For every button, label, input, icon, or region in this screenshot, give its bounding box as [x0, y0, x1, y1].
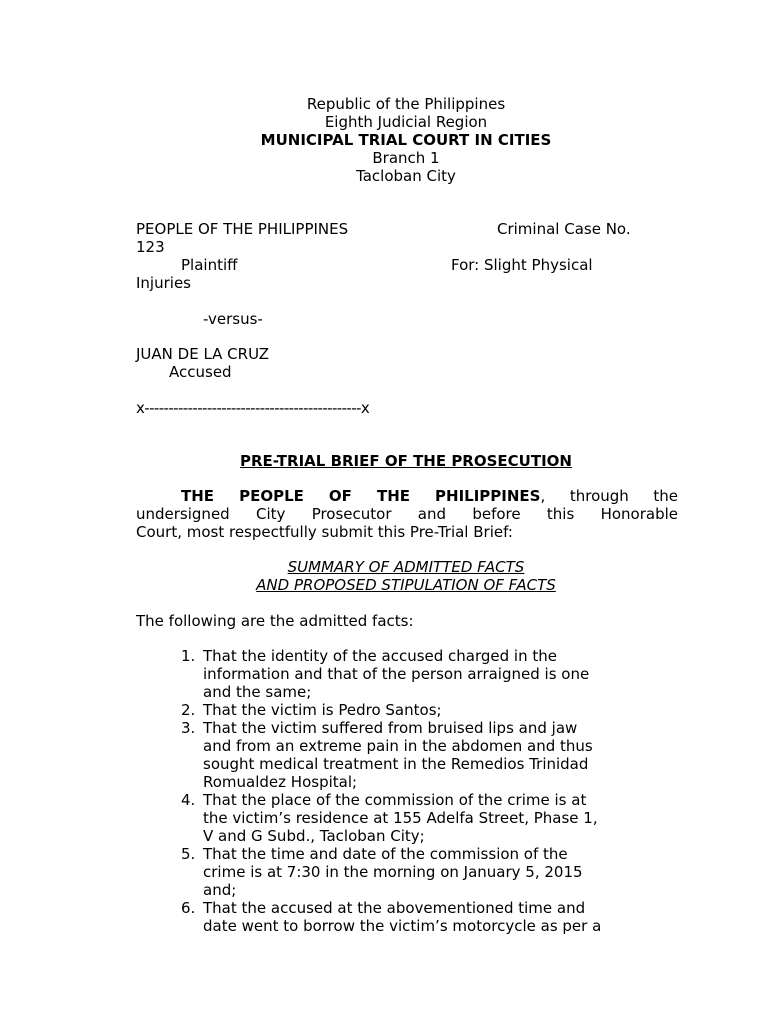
list-item [0, 899, 601, 935]
caption-case-no-value: 123 [136, 238, 165, 256]
list-item-line: crime is at 7:30 in the morning on January 5, 2015 [203, 863, 583, 881]
list-item-line: and the same; [203, 683, 312, 701]
caption-offense-cont: Injuries [136, 274, 191, 292]
facts-intro: The following are the admitted facts: [136, 612, 414, 630]
intro-line-2: undersigned City Prosecutor and before this Honorable [136, 505, 678, 523]
list-item [0, 791, 601, 845]
header-city: Tacloban City [356, 167, 456, 185]
list-item-number: 6. [181, 899, 196, 917]
document-title: PRE-TRIAL BRIEF OF THE PROSECUTION [240, 452, 572, 470]
list-item [0, 647, 601, 701]
admitted-facts-list [0, 647, 601, 935]
list-item [0, 845, 601, 899]
list-item-number: 5. [181, 845, 196, 863]
intro-line-1 [136, 487, 678, 505]
list-item-line: sought medical treatment in the Remedios Trinidad [203, 755, 589, 773]
caption-versus: -versus- [203, 310, 263, 328]
section-heading-line-1: SUMMARY OF ADMITTED FACTS [287, 558, 525, 576]
list-item-line: That the victim is Pedro Santos; [203, 701, 442, 719]
header-region: Eighth Judicial Region [324, 113, 488, 131]
caption-separator: x---------------------------------------------x [136, 399, 370, 417]
header-court: MUNICIPAL TRIAL COURT IN CITIES [260, 131, 552, 149]
intro-bold-party: THE PEOPLE OF THE PHILIPPINES [181, 487, 541, 505]
list-item-number: 3. [181, 719, 196, 737]
intro-line-3: Court, most respectfully submit this Pre-Trial Brief: [136, 523, 513, 541]
list-item-line: and; [203, 881, 237, 899]
caption-offense-label: For: Slight Physical [451, 256, 593, 274]
list-item [0, 719, 601, 791]
header-republic: Republic of the Philippines [306, 95, 506, 113]
caption-plaintiff-name: PEOPLE OF THE PHILIPPINES [136, 220, 349, 238]
caption-case-no-label: Criminal Case No. [497, 220, 631, 238]
list-item-line: That the place of the commission of the crime is at [203, 791, 587, 809]
intro-paragraph [136, 487, 678, 541]
list-item-line: the victim’s residence at 155 Adelfa Street, Phase 1, [203, 809, 598, 827]
caption-accused-name: JUAN DE LA CRUZ [136, 345, 270, 363]
list-item-number: 2. [181, 701, 196, 719]
list-item-line: That the accused at the abovementioned time and [203, 899, 586, 917]
list-item-line: That the identity of the accused charged in the [203, 647, 557, 665]
list-item-line: and from an extreme pain in the abdomen and thus [203, 737, 593, 755]
list-item-number: 1. [181, 647, 196, 665]
list-item-line: That the time and date of the commission of the [203, 845, 568, 863]
list-item-line: date went to borrow the victim’s motorcycle as per a [203, 917, 602, 935]
list-item [0, 701, 601, 719]
list-item-number: 4. [181, 791, 196, 809]
list-item-line: Romualdez Hospital; [203, 773, 358, 791]
header-branch: Branch 1 [372, 149, 440, 167]
intro-line-1-rest: , through the [540, 487, 678, 505]
section-heading-line-2: AND PROPOSED STIPULATION OF FACTS [256, 576, 556, 594]
list-item-line: V and G Subd., Tacloban City; [203, 827, 425, 845]
list-item-line: information and that of the person arraigned is one [203, 665, 590, 683]
caption-plaintiff-role: Plaintiff [181, 256, 238, 274]
list-item-line: That the victim suffered from bruised lips and jaw [203, 719, 578, 737]
caption-accused-role: Accused [169, 363, 232, 381]
